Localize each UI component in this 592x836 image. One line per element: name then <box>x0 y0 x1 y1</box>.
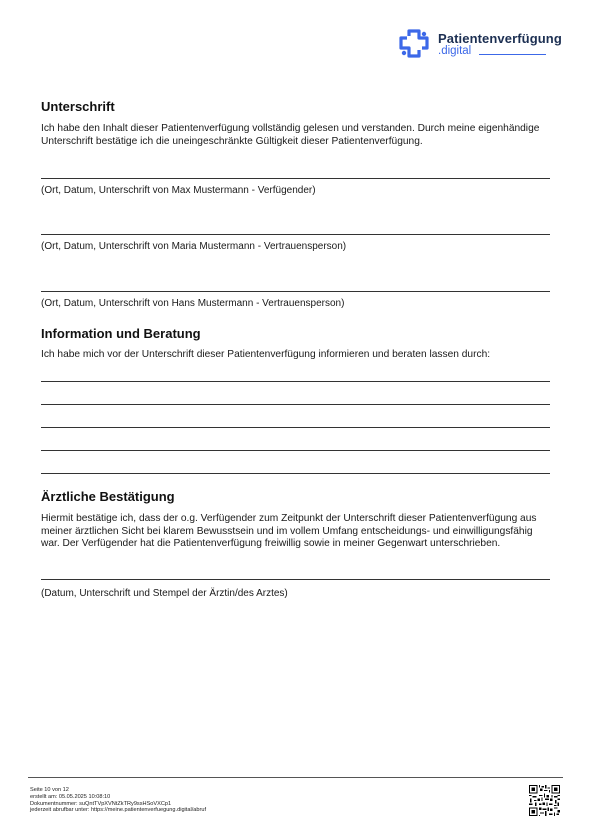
signature-line[interactable] <box>41 579 550 580</box>
signature-caption: (Ort, Datum, Unterschrift von Maria Mustermann - Vertrauensperson) <box>41 241 347 252</box>
medical-confirmation-text: Hiermit bestätige ich, dass der o.g. Verfügender zum Zeitpunkt der Unterschrift dieser Patientenverfügung aus meiner ärztlichen Sicht bei klarem Bewusstsein und im vollem Umfang entscheidungs- und einwilligungsfähig war. Der Verfügender hat die Patientenverfügung freiwillig sowie in meiner Gegenwart unterschrieben. <box>41 513 537 549</box>
signature-declaration-text: Ich habe den Inhalt dieser Patientenverfügung vollständig gelesen und verstanden. Durch meine eigenhändige Unterschrift bestätige ich die uneingeschränkte Gültigkeit dieser Patientenverfügung. <box>41 123 540 147</box>
writing-line[interactable] <box>41 381 550 382</box>
brand-logo <box>399 27 562 61</box>
brand-underline <box>479 54 546 55</box>
qr-code-icon <box>529 785 560 816</box>
section-heading-signature: Unterschrift <box>41 99 115 114</box>
plus-cross-logo-icon <box>399 29 433 59</box>
signature-caption: (Ort, Datum, Unterschrift von Max Mustermann - Verfügender) <box>41 185 316 196</box>
created-date: erstellt am: 05.05.2025 10:08:10 <box>30 793 111 800</box>
signature-line[interactable] <box>41 291 550 292</box>
signature-line[interactable] <box>41 178 550 179</box>
signature-caption: (Datum, Unterschrift und Stempel der Ärztin/des Arztes) <box>41 588 288 599</box>
information-text: Ich habe mich vor der Unterschrift dieser Patientenverfügung informieren und beraten lassen durch: <box>41 349 491 360</box>
page-number: Seite 10 von 12 <box>30 787 69 793</box>
footer-divider <box>28 777 563 778</box>
document-number: Dokumentnummer: suQntTVpXVNtZkTRy9ssHSoVXCp1 <box>30 800 172 807</box>
writing-line[interactable] <box>41 427 550 428</box>
signature-caption: (Ort, Datum, Unterschrift von Hans Mustermann - Vertrauensperson) <box>41 298 345 309</box>
page-footer <box>30 787 206 814</box>
writing-line[interactable] <box>41 404 550 405</box>
writing-line[interactable] <box>41 450 550 451</box>
section-heading-medical-confirmation: Ärztliche Bestätigung <box>41 489 175 504</box>
brand-subname: .digital <box>438 45 472 57</box>
signature-line[interactable] <box>41 234 550 235</box>
section-heading-information: Information und Beratung <box>41 326 201 341</box>
brand-name: Patientenverfügung <box>438 31 562 46</box>
retrieval-url[interactable]: jederzeit abrufbar unter: https://meine.patientenverfuegung.digital/abruf <box>30 807 207 814</box>
writing-line[interactable] <box>41 473 550 474</box>
